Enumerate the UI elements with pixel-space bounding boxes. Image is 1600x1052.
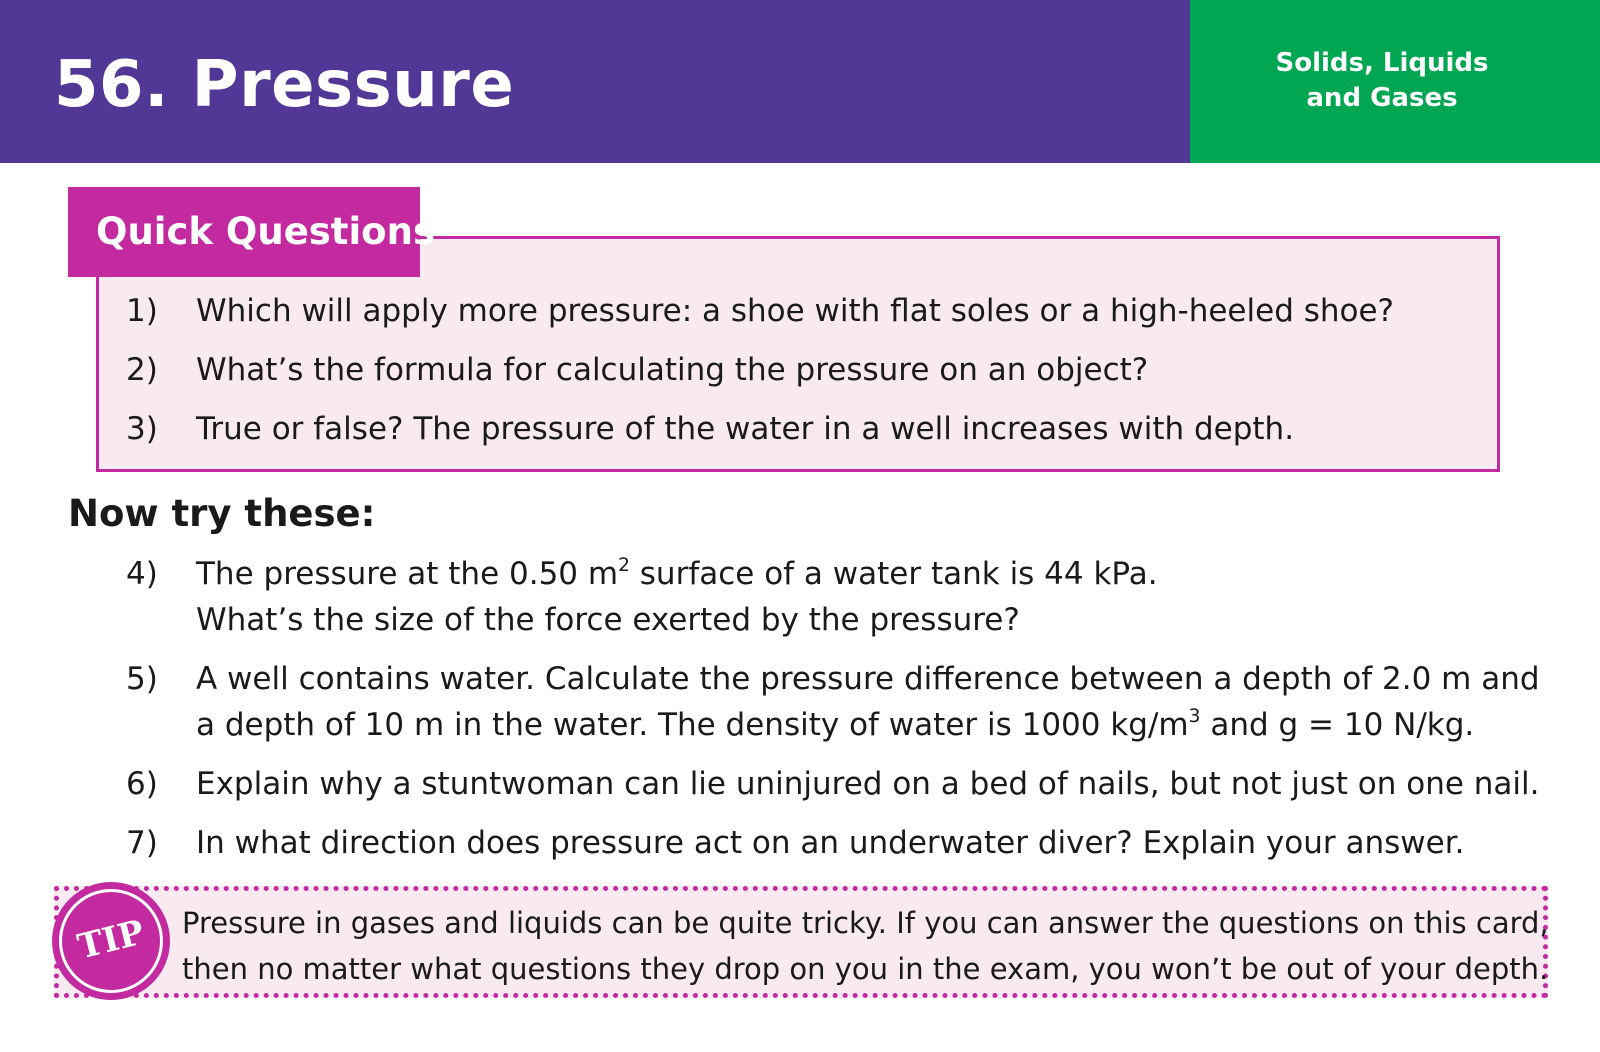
question-text-part: The pressure at the 0.50 m — [196, 556, 619, 592]
question-text-line-1: A well contains water. Calculate the pressure difference between a depth of 2.0 m and — [196, 661, 1540, 697]
question-number: 6) — [126, 766, 158, 802]
question-text-part: and g = 10 N/kg. — [1200, 707, 1475, 743]
question-text: Which will apply more pressure: a shoe with flat soles or a high-heeled shoe? — [196, 293, 1395, 329]
tip-badge-label: TIP — [73, 912, 149, 968]
question-number: 2) — [126, 352, 158, 388]
question-text-line-2: What’s the size of the force exerted by the pressure? — [196, 602, 1020, 638]
quick-questions-label: Quick Questions — [96, 210, 435, 253]
topic-line-2: and Gases — [1306, 83, 1458, 113]
question-text: True or false? The pressure of the water in a well increases with depth. — [196, 411, 1295, 447]
question-number: 4) — [126, 556, 158, 592]
question-text: Explain why a stuntwoman can lie uninjured on a bed of nails, but not just on one nail. — [196, 766, 1540, 802]
tip-line-1: Pressure in gases and liquids can be quite tricky. If you can answer the questions on this card, — [182, 906, 1549, 940]
tip-line-2: then no matter what questions they drop on you in the exam, you won’t be out of your depth. — [182, 952, 1549, 986]
superscript: 2 — [618, 554, 630, 576]
now-try-heading: Now try these: — [68, 492, 376, 535]
question-text-line-1 — [196, 551, 1158, 597]
question-number: 5) — [126, 661, 158, 697]
page-title: 56. Pressure — [54, 48, 515, 122]
question-text: What’s the formula for calculating the pressure on an object? — [196, 352, 1149, 388]
question-number: 7) — [126, 825, 158, 861]
question-text-part: surface of a water tank is 44 kPa. — [629, 556, 1158, 592]
question-text-line-2 — [196, 702, 1474, 748]
question-text-part: a depth of 10 m in the water. The density of water is 1000 kg/m — [196, 707, 1189, 743]
topic-line-1: Solids, Liquids — [1275, 48, 1489, 78]
superscript: 3 — [1188, 705, 1201, 727]
tip-text — [182, 900, 1549, 992]
question-text: In what direction does pressure act on an underwater diver? Explain your answer. — [196, 825, 1465, 861]
question-number: 1) — [126, 293, 158, 329]
topic-label — [1190, 46, 1574, 116]
question-number: 3) — [126, 411, 158, 447]
